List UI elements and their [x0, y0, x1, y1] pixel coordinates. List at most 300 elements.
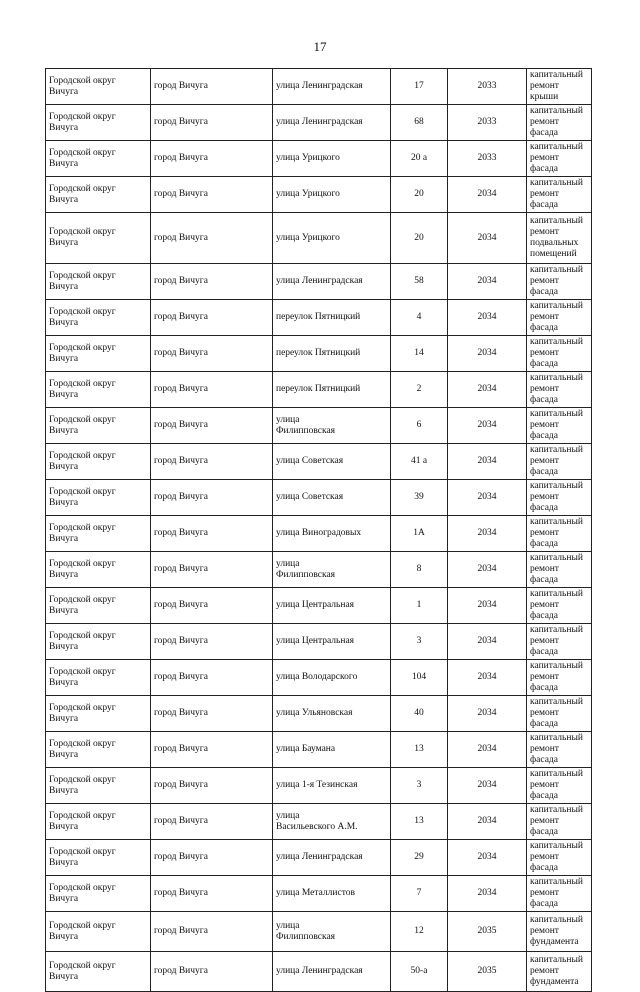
work-type-cell: [527, 588, 592, 624]
district-cell-line: Вичуга: [49, 425, 79, 436]
table-row: [46, 105, 592, 141]
page-number: 17: [313, 39, 327, 54]
year-cell: 2034: [448, 876, 527, 912]
year-cell: 2033: [448, 141, 527, 177]
district-cell: [46, 840, 151, 876]
city-cell: город Вичуга: [151, 912, 273, 952]
city-cell: город Вичуга: [151, 105, 273, 141]
district-cell-line: Вичуга: [49, 971, 79, 982]
district-cell-line: Вичуга: [49, 821, 79, 832]
table-row: [46, 264, 592, 300]
table-row: [46, 372, 592, 408]
street-cell-line: улица Советская: [276, 456, 344, 466]
year-cell: 2034: [448, 768, 527, 804]
street-cell-line: улица Виноградовых: [276, 528, 362, 538]
work-type-cell-line: ремонт крыши: [530, 81, 559, 102]
house-number-cell: 7: [391, 876, 448, 912]
work-type-cell-line: капитальный: [530, 106, 583, 116]
house-number-cell: 40: [391, 696, 448, 732]
year-cell: 2034: [448, 552, 527, 588]
year-cell: 2035: [448, 952, 527, 992]
district-cell: [46, 952, 151, 992]
district-cell-line: Вичуга: [49, 194, 79, 205]
district-cell: [46, 105, 151, 141]
house-number-cell: 68: [391, 105, 448, 141]
city-cell: город Вичуга: [151, 804, 273, 840]
city-cell: город Вичуга: [151, 588, 273, 624]
house-number-cell: 3: [391, 768, 448, 804]
table-row: [46, 141, 592, 177]
district-cell-line: Городской округ: [49, 558, 116, 569]
district-cell-line: Вичуга: [49, 497, 79, 508]
work-type-cell: [527, 105, 592, 141]
district-cell: [46, 372, 151, 408]
work-type-cell-line: капитальный: [530, 661, 583, 671]
street-cell: [273, 660, 391, 696]
street-cell: [273, 840, 391, 876]
street-cell-line: переулок Пятницкий: [276, 312, 361, 322]
work-type-cell-line: ремонт фасада: [530, 708, 559, 729]
district-cell-line: Городской округ: [49, 306, 116, 317]
work-type-cell-line: капитальный: [530, 841, 583, 851]
work-type-cell-line: ремонт фасада: [530, 600, 559, 621]
work-type-cell-line: капитальный: [530, 915, 583, 925]
house-number-cell: 20: [391, 213, 448, 264]
city-cell: город Вичуга: [151, 952, 273, 992]
work-type-cell-line: ремонт фасада: [530, 456, 559, 477]
district-cell-line: Городской округ: [49, 378, 116, 389]
street-cell: [273, 69, 391, 105]
house-number-cell: 20: [391, 177, 448, 213]
street-cell: [273, 804, 391, 840]
work-type-cell-line: капитальный: [530, 373, 583, 383]
house-number-cell: 1А: [391, 516, 448, 552]
work-type-cell-line: капитальный: [530, 70, 583, 80]
table-row: [46, 588, 592, 624]
district-cell-line: Городской округ: [49, 75, 116, 86]
work-type-cell-line: ремонт фасада: [530, 780, 559, 801]
street-cell-line: улица Ленинградская: [276, 852, 363, 862]
district-cell: [46, 177, 151, 213]
street-cell: [273, 213, 391, 264]
district-cell-line: Вичуга: [49, 749, 79, 760]
table-row: [46, 696, 592, 732]
work-type-cell: [527, 552, 592, 588]
work-type-cell-line: капитальный: [530, 216, 583, 226]
work-type-cell-line: ремонт: [530, 966, 559, 976]
street-cell: [273, 624, 391, 660]
district-cell-line: Городской округ: [49, 630, 116, 641]
work-type-cell-line: ремонт фасада: [530, 744, 559, 765]
street-cell: [273, 444, 391, 480]
register-table: [45, 68, 592, 992]
district-cell-line: Вичуга: [49, 713, 79, 724]
street-cell-line: Филипповская: [276, 425, 336, 436]
city-cell: город Вичуга: [151, 300, 273, 336]
district-cell-line: Вичуга: [49, 158, 79, 169]
work-type-cell-line: ремонт фасада: [530, 672, 559, 693]
house-number-cell: 104: [391, 660, 448, 696]
work-type-cell-line: ремонт фасада: [530, 189, 559, 210]
work-type-cell-line: ремонт фасада: [530, 888, 559, 909]
work-type-cell-line: фундамента: [530, 937, 579, 947]
house-number-cell: 14: [391, 336, 448, 372]
table-row: [46, 876, 592, 912]
district-cell-line: Городской округ: [49, 450, 116, 461]
work-type-cell-line: ремонт: [530, 926, 559, 936]
work-type-cell: [527, 768, 592, 804]
district-cell-line: Вичуга: [49, 785, 79, 796]
street-cell-line: Васильевского А.М.: [276, 821, 358, 832]
work-type-cell: [527, 141, 592, 177]
table-row: [46, 840, 592, 876]
street-cell-line: улица Ленинградская: [276, 276, 363, 286]
year-cell: 2034: [448, 300, 527, 336]
year-cell: 2034: [448, 213, 527, 264]
table-body: [46, 69, 592, 992]
city-cell: город Вичуга: [151, 444, 273, 480]
work-type-cell-line: капитальный: [530, 265, 583, 275]
work-type-cell-line: ремонт фасада: [530, 312, 559, 333]
work-type-cell-line: капитальный: [530, 769, 583, 779]
work-type-cell: [527, 732, 592, 768]
district-cell-line: Городской округ: [49, 486, 116, 497]
street-cell: [273, 876, 391, 912]
street-cell: [273, 732, 391, 768]
year-cell: 2034: [448, 696, 527, 732]
house-number-cell: 1: [391, 588, 448, 624]
district-cell: [46, 336, 151, 372]
table-row: [46, 552, 592, 588]
street-cell: [273, 264, 391, 300]
city-cell: город Вичуга: [151, 336, 273, 372]
table-row: [46, 912, 592, 952]
street-cell-line: улица 1-я Тезинская: [276, 780, 358, 790]
street-cell-line: улица Баумана: [276, 744, 336, 754]
house-number-cell: 29: [391, 840, 448, 876]
work-type-cell-line: ремонт фасада: [530, 117, 559, 138]
district-cell-line: Городской округ: [49, 882, 116, 893]
year-cell: 2034: [448, 624, 527, 660]
street-cell-line: улица Ульяновская: [276, 708, 353, 718]
district-cell: [46, 69, 151, 105]
work-type-cell-line: ремонт фасада: [530, 276, 559, 297]
district-cell-line: Городской округ: [49, 227, 116, 237]
year-cell: 2034: [448, 588, 527, 624]
district-cell-line: Вичуга: [49, 238, 79, 248]
work-type-cell: [527, 516, 592, 552]
street-cell-line: улица: [276, 920, 300, 931]
work-type-cell-line: фундамента: [530, 977, 579, 987]
city-cell: город Вичуга: [151, 516, 273, 552]
street-cell-line: улица: [276, 558, 300, 569]
house-number-cell: 3: [391, 624, 448, 660]
year-cell: 2034: [448, 804, 527, 840]
work-type-cell: [527, 876, 592, 912]
city-cell: город Вичуга: [151, 480, 273, 516]
work-type-cell: [527, 177, 592, 213]
year-cell: 2033: [448, 105, 527, 141]
year-cell: 2034: [448, 264, 527, 300]
city-cell: город Вичуга: [151, 264, 273, 300]
district-cell-line: Городской округ: [49, 270, 116, 281]
house-number-cell: 20 а: [391, 141, 448, 177]
table-row: [46, 952, 592, 992]
work-type-cell: [527, 336, 592, 372]
district-cell: [46, 408, 151, 444]
district-cell-line: Вичуга: [49, 605, 79, 616]
city-cell: город Вичуга: [151, 840, 273, 876]
work-type-cell-line: ремонт фасада: [530, 816, 559, 837]
work-type-cell-line: ремонт фасада: [530, 564, 559, 585]
house-number-cell: 39: [391, 480, 448, 516]
house-number-cell: 2: [391, 372, 448, 408]
district-cell-line: Городской округ: [49, 414, 116, 425]
district-cell-line: Вичуга: [49, 122, 79, 133]
city-cell: город Вичуга: [151, 552, 273, 588]
district-cell: [46, 300, 151, 336]
street-cell-line: улица Урицкого: [276, 189, 340, 199]
work-type-cell-line: капитальный: [530, 517, 583, 527]
district-cell-line: Вичуга: [49, 677, 79, 688]
street-cell-line: переулок Пятницкий: [276, 348, 361, 358]
district-cell-line: Вичуга: [49, 461, 79, 472]
year-cell: 2034: [448, 480, 527, 516]
work-type-cell: [527, 624, 592, 660]
city-cell: город Вичуга: [151, 768, 273, 804]
work-type-cell-line: капитальный: [530, 625, 583, 635]
work-type-cell-line: капитальный: [530, 955, 583, 965]
house-number-cell: 13: [391, 732, 448, 768]
street-cell: [273, 480, 391, 516]
district-cell: [46, 768, 151, 804]
house-number-cell: 41 а: [391, 444, 448, 480]
house-number-cell: 58: [391, 264, 448, 300]
district-cell-line: Городской округ: [49, 774, 116, 785]
street-cell: [273, 912, 391, 952]
street-cell: [273, 300, 391, 336]
work-type-cell-line: ремонт фасада: [530, 153, 559, 174]
district-cell: [46, 660, 151, 696]
district-cell-line: Городской округ: [49, 111, 116, 122]
street-cell: [273, 408, 391, 444]
table-row: [46, 213, 592, 264]
street-cell: [273, 336, 391, 372]
house-number-cell: 17: [391, 69, 448, 105]
street-cell: [273, 177, 391, 213]
work-type-cell: [527, 69, 592, 105]
city-cell: город Вичуга: [151, 732, 273, 768]
work-type-cell-line: ремонт фасада: [530, 384, 559, 405]
street-cell-line: улица Володарского: [276, 672, 358, 682]
street-cell-line: Филипповская: [276, 931, 336, 942]
work-type-cell-line: капитальный: [530, 733, 583, 743]
city-cell: город Вичуга: [151, 213, 273, 264]
district-cell-line: Вичуга: [49, 931, 79, 942]
year-cell: 2035: [448, 912, 527, 952]
work-type-cell-line: капитальный: [530, 301, 583, 311]
street-cell: [273, 768, 391, 804]
district-cell-line: Городской округ: [49, 702, 116, 713]
district-cell-line: Городской округ: [49, 810, 116, 821]
district-cell: [46, 876, 151, 912]
street-cell-line: Филипповская: [276, 569, 336, 580]
district-cell-line: Городской округ: [49, 846, 116, 857]
table-row: [46, 732, 592, 768]
work-type-cell-line: капитальный: [530, 445, 583, 455]
work-type-cell-line: капитальный: [530, 697, 583, 707]
table-row: [46, 660, 592, 696]
street-cell-line: улица: [276, 414, 300, 425]
year-cell: 2034: [448, 516, 527, 552]
district-cell-line: Городской округ: [49, 738, 116, 749]
city-cell: город Вичуга: [151, 624, 273, 660]
work-type-cell-line: ремонт фасада: [530, 492, 559, 513]
district-cell-line: Городской округ: [49, 920, 116, 931]
work-type-cell-line: ремонт: [530, 227, 559, 237]
year-cell: 2034: [448, 732, 527, 768]
year-cell: 2034: [448, 336, 527, 372]
street-cell: [273, 552, 391, 588]
city-cell: город Вичуга: [151, 177, 273, 213]
work-type-cell: [527, 840, 592, 876]
district-cell: [46, 213, 151, 264]
street-cell: [273, 696, 391, 732]
house-number-cell: 6: [391, 408, 448, 444]
city-cell: город Вичуга: [151, 69, 273, 105]
city-cell: город Вичуга: [151, 876, 273, 912]
work-type-cell: [527, 213, 592, 264]
street-cell-line: улица Урицкого: [276, 153, 340, 163]
district-cell-line: Городской округ: [49, 666, 116, 677]
district-cell-line: Вичуга: [49, 533, 79, 544]
work-type-cell-line: ремонт фасада: [530, 528, 559, 549]
work-type-cell-line: капитальный: [530, 805, 583, 815]
street-cell-line: переулок Пятницкий: [276, 384, 361, 394]
district-cell-line: Вичуга: [49, 857, 79, 868]
district-cell-line: Городской округ: [49, 960, 116, 971]
work-type-cell-line: ремонт фасада: [530, 852, 559, 873]
district-cell-line: Городской округ: [49, 147, 116, 158]
table-row: [46, 300, 592, 336]
house-number-cell: 8: [391, 552, 448, 588]
city-cell: город Вичуга: [151, 372, 273, 408]
district-cell-line: Вичуга: [49, 389, 79, 400]
street-cell-line: улица Центральная: [276, 636, 355, 646]
district-cell: [46, 588, 151, 624]
work-type-cell: [527, 660, 592, 696]
house-number-cell: 50-а: [391, 952, 448, 992]
work-type-cell-line: ремонт фасада: [530, 636, 559, 657]
district-cell-line: Вичуга: [49, 893, 79, 904]
district-cell: [46, 516, 151, 552]
year-cell: 2034: [448, 444, 527, 480]
street-cell-line: улица Урицкого: [276, 232, 340, 243]
district-cell-line: Вичуга: [49, 353, 79, 364]
work-type-cell-line: ремонт фасада: [530, 348, 559, 369]
work-type-cell: [527, 912, 592, 952]
district-cell: [46, 264, 151, 300]
street-cell-line: улица Центральная: [276, 600, 355, 610]
table-row: [46, 480, 592, 516]
district-cell: [46, 624, 151, 660]
street-cell: [273, 516, 391, 552]
work-type-cell: [527, 300, 592, 336]
district-cell-line: Вичуга: [49, 641, 79, 652]
work-type-cell: [527, 408, 592, 444]
district-cell-line: Городской округ: [49, 342, 116, 353]
table-row: [46, 336, 592, 372]
district-cell-line: Вичуга: [49, 317, 79, 328]
work-type-cell-line: помещений: [530, 249, 577, 259]
work-type-cell: [527, 952, 592, 992]
district-cell-line: Вичуга: [49, 281, 79, 292]
street-cell-line: улица Ленинградская: [276, 81, 363, 91]
year-cell: 2034: [448, 372, 527, 408]
work-type-cell: [527, 480, 592, 516]
work-type-cell-line: ремонт фасада: [530, 420, 559, 441]
work-type-cell-line: капитальный: [530, 481, 583, 491]
work-type-cell-line: капитальный: [530, 409, 583, 419]
house-number-cell: 13: [391, 804, 448, 840]
table-row: [46, 408, 592, 444]
district-cell-line: Вичуга: [49, 86, 79, 97]
street-cell-line: улица Советская: [276, 492, 344, 502]
work-type-cell: [527, 264, 592, 300]
street-cell: [273, 588, 391, 624]
year-cell: 2034: [448, 408, 527, 444]
city-cell: город Вичуга: [151, 408, 273, 444]
district-cell-line: Городской округ: [49, 522, 116, 533]
table-row: [46, 624, 592, 660]
district-cell: [46, 444, 151, 480]
work-type-cell-line: подвальных: [530, 238, 579, 248]
work-type-cell-line: капитальный: [530, 589, 583, 599]
work-type-cell-line: капитальный: [530, 142, 583, 152]
district-cell: [46, 552, 151, 588]
table-row: [46, 768, 592, 804]
house-number-cell: 4: [391, 300, 448, 336]
house-number-cell: 12: [391, 912, 448, 952]
street-cell-line: улица Металлистов: [276, 888, 355, 898]
work-type-cell: [527, 444, 592, 480]
table-row: [46, 444, 592, 480]
table-row: [46, 516, 592, 552]
street-cell: [273, 372, 391, 408]
city-cell: город Вичуга: [151, 696, 273, 732]
year-cell: 2034: [448, 660, 527, 696]
district-cell: [46, 732, 151, 768]
street-cell: [273, 105, 391, 141]
district-cell: [46, 804, 151, 840]
city-cell: город Вичуга: [151, 141, 273, 177]
street-cell: [273, 952, 391, 992]
district-cell-line: Городской округ: [49, 594, 116, 605]
work-type-cell-line: капитальный: [530, 877, 583, 887]
work-type-cell-line: капитальный: [530, 553, 583, 563]
street-cell-line: улица Ленинградская: [276, 966, 363, 976]
table-row: [46, 804, 592, 840]
district-cell: [46, 912, 151, 952]
work-type-cell: [527, 696, 592, 732]
street-cell-line: улица: [276, 810, 300, 821]
work-type-cell-line: капитальный: [530, 337, 583, 347]
district-cell: [46, 480, 151, 516]
work-type-cell: [527, 804, 592, 840]
district-cell-line: Вичуга: [49, 569, 79, 580]
street-cell-line: улица Ленинградская: [276, 117, 363, 127]
work-type-cell: [527, 372, 592, 408]
